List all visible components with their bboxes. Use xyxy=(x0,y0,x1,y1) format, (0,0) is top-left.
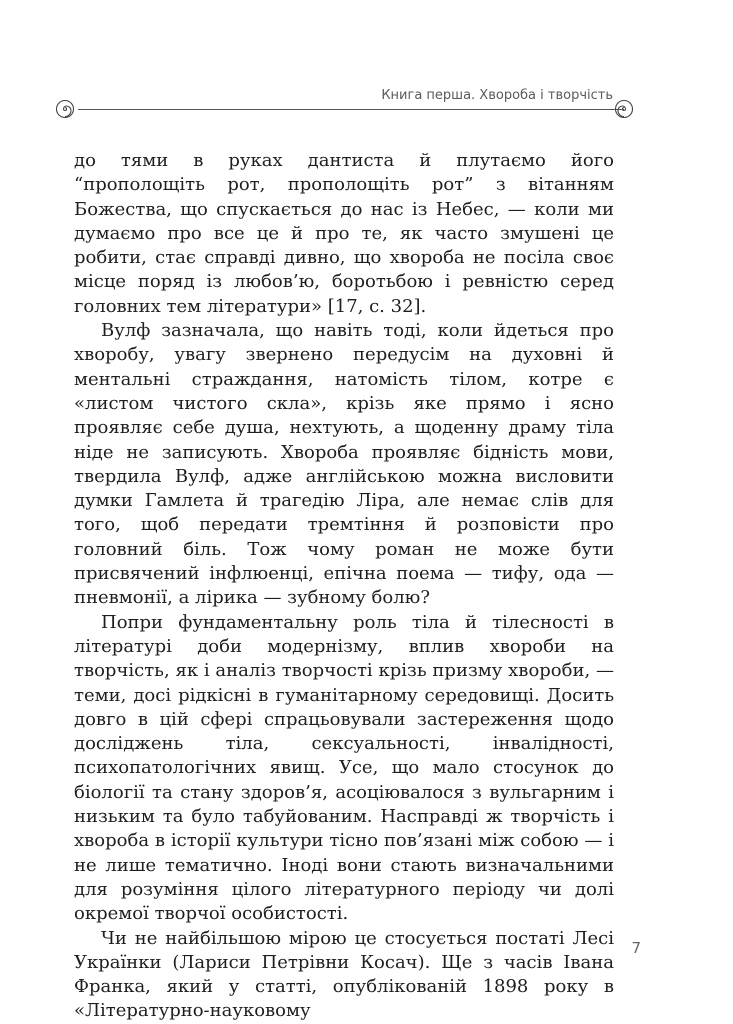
paragraph: Попри фундаментальну роль тіла й тілесності в літературі доби модернізму, вплив хвороби на творчість, як і аналіз творчості крізь призму хвороби, — теми, досі рідкісні в гуманітарному середовищі. Досить довго в цій сфері спрацьовували застереження щодо досліджень тіла, сексуальності, інвалідності, психопатологічних явищ. Усе, що мало стосунок до біології та стану здоров’я, асоціювалося з вульгарним і низьким та було табуйованим. Насправді ж творчість і хвороба в історії культури тісно пов’язані між собою — і не лише тематично. Іноді вони стають визначальними для розуміння цілого літературного періоду чи долі окремої творчої особистості. xyxy=(74,611,614,925)
page-number: 7 xyxy=(631,939,641,957)
paragraph: до тями в руках дантиста й плутаємо його “прополощіть рот, прополощіть рот” з вітанням Божества, що спускається до нас із Небес, — коли ми думаємо про все це й про те, як часто змушені це робити, стає справді дивно, що хвороба не посіла своє місце поряд із любов’ю, боротьбою і ревністю серед головних тем літератури» [17, с. 32]. xyxy=(74,150,614,317)
body-text xyxy=(74,149,614,1024)
paragraph: Чи не найбільшою мірою це стосується постаті Лесі Українки (Лариси Петрівни Косач). Ще з часів Івана Франка, який у статті, опублікованій 1898 року в «Літературно-науковому xyxy=(74,927,614,1022)
header-rule xyxy=(78,109,624,110)
spiral-ornament-icon xyxy=(614,99,634,119)
paragraph: Вулф зазначала, що навіть тоді, коли йдеться про хворобу, увагу звернено передусім на духовні й ментальні страждання, натомість тілом, котре є «листом чистого скла», крізь яке прямо і ясно проявляє себе душа, нехтують, а щоденну драму тіла ніде не записують. Хвороба проявляє бідність мови, твердила Вулф, адже англійською можна висловити думки Гамлета й трагедію Ліра, але немає слів для того, щоб передати тремтіння й розповісти про головний біль. Тож чому роман не може бути присвячений інфлюенці, епічна поема — тифу, ода — пневмонії, а лірика — зубному болю? xyxy=(74,320,614,609)
spiral-ornament-icon xyxy=(55,99,75,119)
running-header: Книга перша. Хвороба і творчість xyxy=(381,88,613,103)
